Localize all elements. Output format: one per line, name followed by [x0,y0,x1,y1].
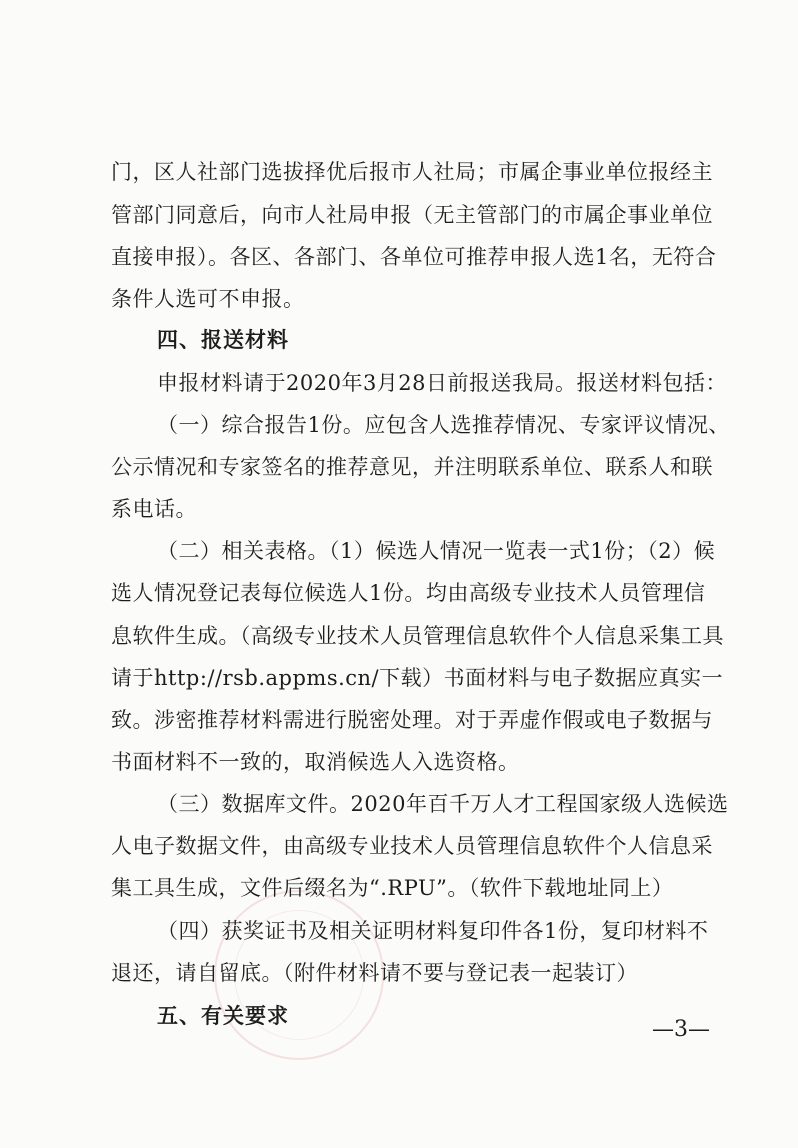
section-heading-submission-materials: 四、报送材料 [157,328,289,352]
body-line-18: 集工具生成，文件后缀名为“.RPU”。（软件下载地址同上） [111,876,674,900]
section-heading-related-requirements: 五、有关要求 [157,1004,289,1028]
body-line-3: 直接申报）。各区、各部门、各单位可推荐申报人选1名，无符合 [111,245,717,269]
body-line-1: 门，区人社部门选拔择优后报市人社局；市属企事业单位报经主 [111,160,713,184]
body-line-7: （一）综合报告1份。应包含人选推荐情况、专家评议情况、 [157,413,730,437]
body-line-6: 申报材料请于2020年3月28日前报送我局。报送材料包括： [157,371,728,395]
body-line-10: （二）相关表格。（1）候选人情况一览表一式1份；（2）候 [157,539,716,563]
body-line-19: （四）获奖证书及相关证明材料复印件各1份，复印材料不 [157,919,709,943]
body-line-9: 系电话。 [111,497,197,521]
body-line-11: 选人情况登记表每位候选人1份。均由高级专业技术人员管理信 [111,581,706,605]
body-line-14: 致。涉密推荐材料需进行脱密处理。对于弄虚作假或电子数据与 [111,708,713,732]
body-line-20: 退还，请自留底。（附件材料请不要与登记表一起装订） [111,961,638,985]
body-line-13: 请于http://rsb.appms.cn/下载）书面材料与电子数据应真实一 [111,666,724,690]
body-line-16: （三）数据库文件。2020年百千万人才工程国家级人选候选 [157,792,729,816]
body-line-4: 条件人选可不申报。 [111,287,305,311]
body-line-15: 书面材料不一致的，取消候选人入选资格。 [111,750,520,774]
body-line-12: 息软件生成。（高级专业技术人员管理信息软件个人信息采集工具 [111,624,724,648]
body-line-17: 人电子数据文件，由高级专业技术人员管理信息软件个人信息采 [111,834,713,858]
body-line-2: 管部门同意后，向市人社局申报（无主管部门的市属企事业单位 [111,203,713,227]
body-line-8: 公示情况和专家签名的推荐意见，并注明联系单位、联系人和联 [111,455,713,479]
page-number: —3— [652,1017,710,1042]
